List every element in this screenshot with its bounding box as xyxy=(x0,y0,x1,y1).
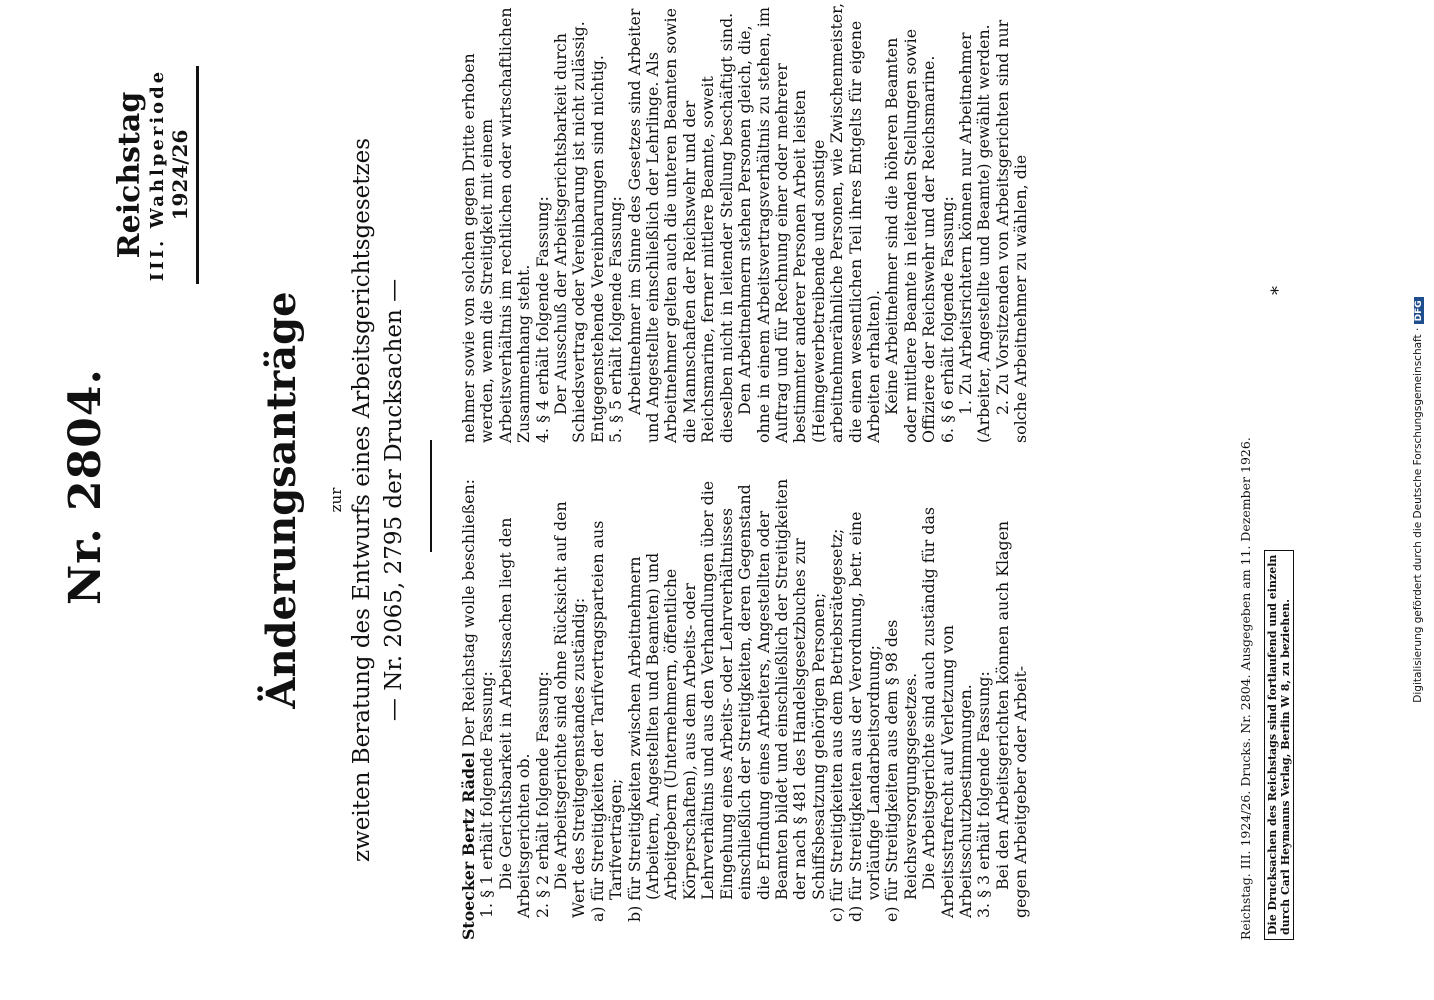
dfg-logo: DFG xyxy=(1414,297,1424,324)
reichstag-title: Reichstag xyxy=(112,91,147,259)
period-years: 1924/26 xyxy=(168,129,192,221)
motion-intro xyxy=(460,475,478,940)
subitem-a: a) für Streitigkeiten der Tarifvertragsparteien aus Tarifverträgen; xyxy=(587,520,626,922)
digitization-text: Digitalisierung gefördert durch die Deutsche Forschungsgemeinschaft · xyxy=(1412,327,1424,703)
item-5-heading: 5. § 5 erhält folgende Fassung: xyxy=(606,196,626,443)
item-4-heading: 4. § 4 erhält folgende Fassung: xyxy=(532,196,552,443)
main-title: Änderungsanträge xyxy=(258,291,305,709)
motion-sponsors: Stoecker Bertz Rädel xyxy=(459,751,478,940)
imprint-line-2: durch Carl Heymanns Verlag, Berlin W 8, zu beziehen. xyxy=(1279,598,1292,935)
item-5-paragraph-2: Den Arbeitnehmern stehen Personen gleich, die, ohne in einem Arbeitsvertragsverhältnis zu stehen, im Auftrag und für Rechnung einer oder mehrerer bestimmter anderer Personen Arbeit leisten (Heimgewerbetreibende und sonstige arbeitnehmerähnliche Personen, wie Zwischenmeister, die einen wesentlichen Teil ihres Entgelts für eigene Arbeiten erhalten). xyxy=(735,2,883,443)
item-3-continuation: nehmer sowie von solchen gegen Dritte erhoben werden, wenn die Streitigkeit mit einem Arbeitsverhältnis im rechtlichen oder wirtschaftlichen Zusammenhang steht. xyxy=(459,7,534,443)
left-column xyxy=(460,475,1031,940)
reichstag-header xyxy=(112,60,199,290)
title-divider xyxy=(430,440,432,552)
item-6-heading: 6. § 6 erhält folgende Fassung: xyxy=(937,196,957,443)
item-6-paragraph-2: 2. Zu Vorsitzenden von Arbeitsgerichten sind nur solche Arbeitnehmer zu wählen, die xyxy=(992,19,1031,443)
footer-line: Reichstag. III. 1924/26. Drucks. Nr. 2804. Ausgegeben am 11. Dezember 1926. xyxy=(1238,437,1253,940)
document-number: Nr. 2804. xyxy=(60,368,111,605)
imprint-line-1: Die Drucksachen des Reichstags sind fortlaufend und einzeln xyxy=(1266,554,1279,935)
motion-intro-text: Der Reichstag wolle xyxy=(459,585,478,747)
item-3-text: Bei den Arbeitsgerichten können auch Klagen gegen Arbeitgeber oder Arbeit- xyxy=(992,520,1031,918)
item-5-paragraph-3: Keine Arbeitnehmer sind die höheren Beamten oder mittlere Beamte in leitenden Stellungen sowie Offiziere der Reichswehr und der Reichsmarine. xyxy=(882,28,939,443)
motion-intro-end: beschließen: xyxy=(459,479,478,581)
item-1-text: Die Gerichtsbarkeit in Arbeitssachen liegt den Arbeitsgerichten ob. xyxy=(495,517,534,918)
star-mark: * xyxy=(1268,286,1289,295)
subitem-b: b) für Streitigkeiten zwischen Arbeitnehmern (Arbeitern, Angestellten und Beamten) und Arbeitgebern (Unternehmern, öffentliche Körperschaften), aus dem Arbeits- oder Lehrverhältnis und aus den Verhandlungen über die Eingehung eines Arbeits- oder Lehrverhältnisses einschließlich der Streitigkeiten, deren Gegenstand die Erfindung eines Arbeiters, Angestellten oder Beamten bildet und einschließlich der Streitigkeiten der nach § 481 des Handelsgesetzbuches zur Schiffsbesatzung gehörigen Personen; xyxy=(624,478,828,922)
subtitle: zweiten Beratung des Entwurfs eines Arbeitsgerichtsgesetzes — Nr. 2065, 2795 der Drucksachen — xyxy=(349,137,407,863)
right-column xyxy=(460,3,1031,465)
subitem-e: e) für Streitigkeiten aus dem § 98 des Reichsversorgungsgesetzes. xyxy=(882,619,920,922)
item-2-closing: Die Arbeitsgerichte sind auch zuständig für das Arbeitsstrafrecht auf Verletzung von Arbeitsschutzbestimmungen. xyxy=(919,507,975,918)
subitem-c: c) für Streitigkeiten aus dem Betriebsrätegesetz; xyxy=(827,528,847,922)
item-1-heading: 1. § 1 erhält folgende Fassung: xyxy=(477,671,497,918)
header-rule xyxy=(196,66,199,284)
item-3-heading: 3. § 3 erhält folgende Fassung: xyxy=(974,671,994,918)
imprint-box xyxy=(1264,550,1294,940)
digitization-note xyxy=(1412,0,1424,1000)
item-4-text: Der Ausschuß der Arbeitsgerichtsbarkeit durch Schiedsvertrag oder Vereinbarung ist nicht zulässig. Entgegenstehende Vereinbarungen sind nichtig. xyxy=(551,21,607,443)
item-5-paragraph-1: Arbeitnehmer im Sinne des Gesetzes sind Arbeiter und Angestellte einschließlich der Lehrlinge. Als Arbeitnehmer gelten auch die unteren Beamten sowie die Mannschaften der Reichswehr und der Reichsmarine, ferner mittlere Beamte, soweit dieselben nicht in leitender Stellung beschäftigt sind. xyxy=(624,8,736,443)
zur-label: zur xyxy=(327,487,345,513)
item-2-heading: 2. § 2 erhält folgende Fassung: xyxy=(532,671,552,918)
election-period: III. Wahlperiode xyxy=(147,68,168,282)
item-6-paragraph-1: 1. Zu Arbeitsrichtern können nur Arbeitnehmer (Arbeiter, Angestellte und Beamte) gewählt werden. xyxy=(955,24,994,443)
item-2-text: Die Arbeitsgerichte sind ohne Rücksicht auf den Wert des Streitgegenstandes zuständig: xyxy=(551,501,589,918)
subitem-d: d) für Streitigkeiten aus der Verordnung, betr. eine vorläufige Landarbeitsordnung; xyxy=(845,511,883,922)
